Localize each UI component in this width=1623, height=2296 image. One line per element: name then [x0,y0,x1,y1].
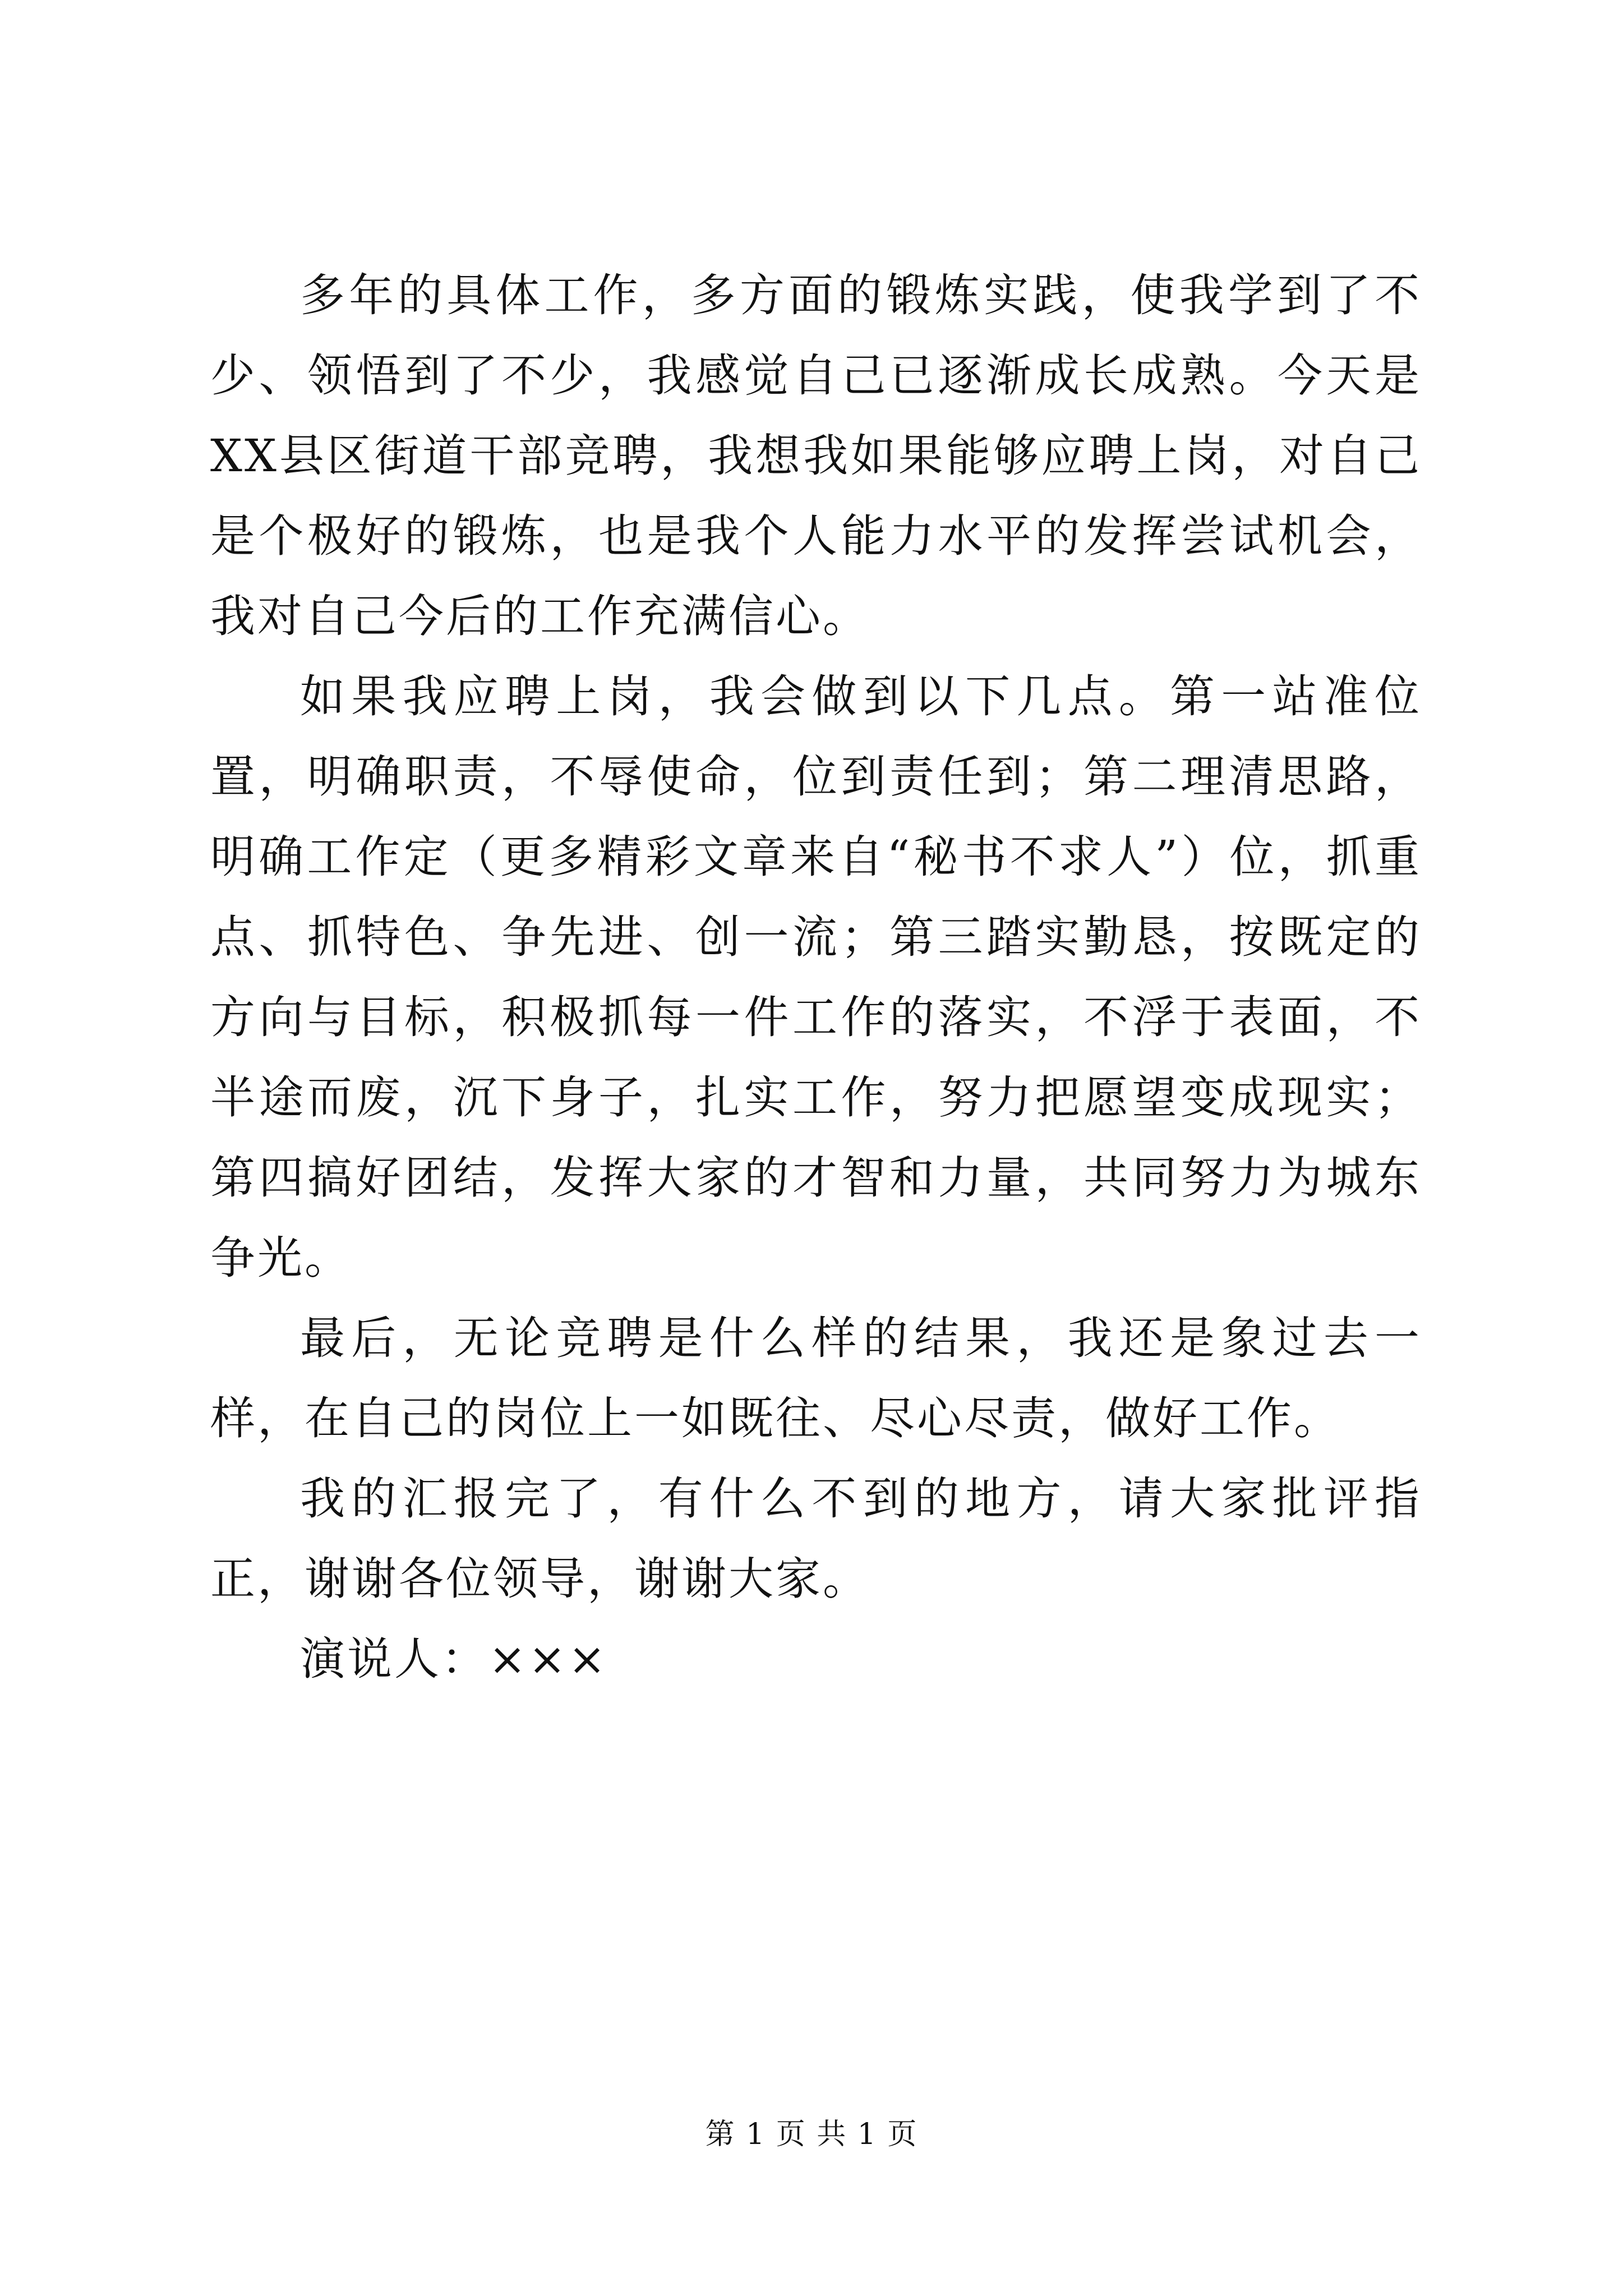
paragraph-experience: 多年的具体工作，多方面的锻炼实践，使我学到了不少、领悟到了不少，我感觉自己已逐渐成长成熟。今天是XX县区街道干部竞聘，我想我如果能够应聘上岗，对自己是个极好的锻炼，也是我个人能力水平的发挥尝试机会，我对自己今后的工作充满信心。 [210,269,1422,642]
paragraph-thanks: 我的汇报完了，有什么不到的地方，请大家批评指正，谢谢各位领导，谢谢大家。 [210,1473,1422,1605]
paragraph-conclusion: 最后，无论竞聘是什么样的结果，我还是象过去一样，在自己的岗位上一如既往、尽心尽责，做好工作。 [210,1312,1422,1444]
page-footer: 第 1 页 共 1 页 [705,2118,918,2151]
paragraph-commitments: 如果我应聘上岗，我会做到以下几点。第一站准位置，明确职责，不辱使命，位到责任到；第二理清思路，明确工作定（更多精彩文章来自“秘书不求人”）位，抓重点、抓特色、争先进、创一流；第三踏实勤恳，按既定的方向与目标，积极抓每一件工作的落实，不浮于表面，不半途而废，沉下身子，扎实工作，努力把愿望变成现实；第四搞好团结，发挥大家的才智和力量，共同努力为城东争光。 [210,670,1422,1284]
document-body [210,255,1422,1699]
paragraph-speaker: 演说人：××× [300,1633,608,1685]
